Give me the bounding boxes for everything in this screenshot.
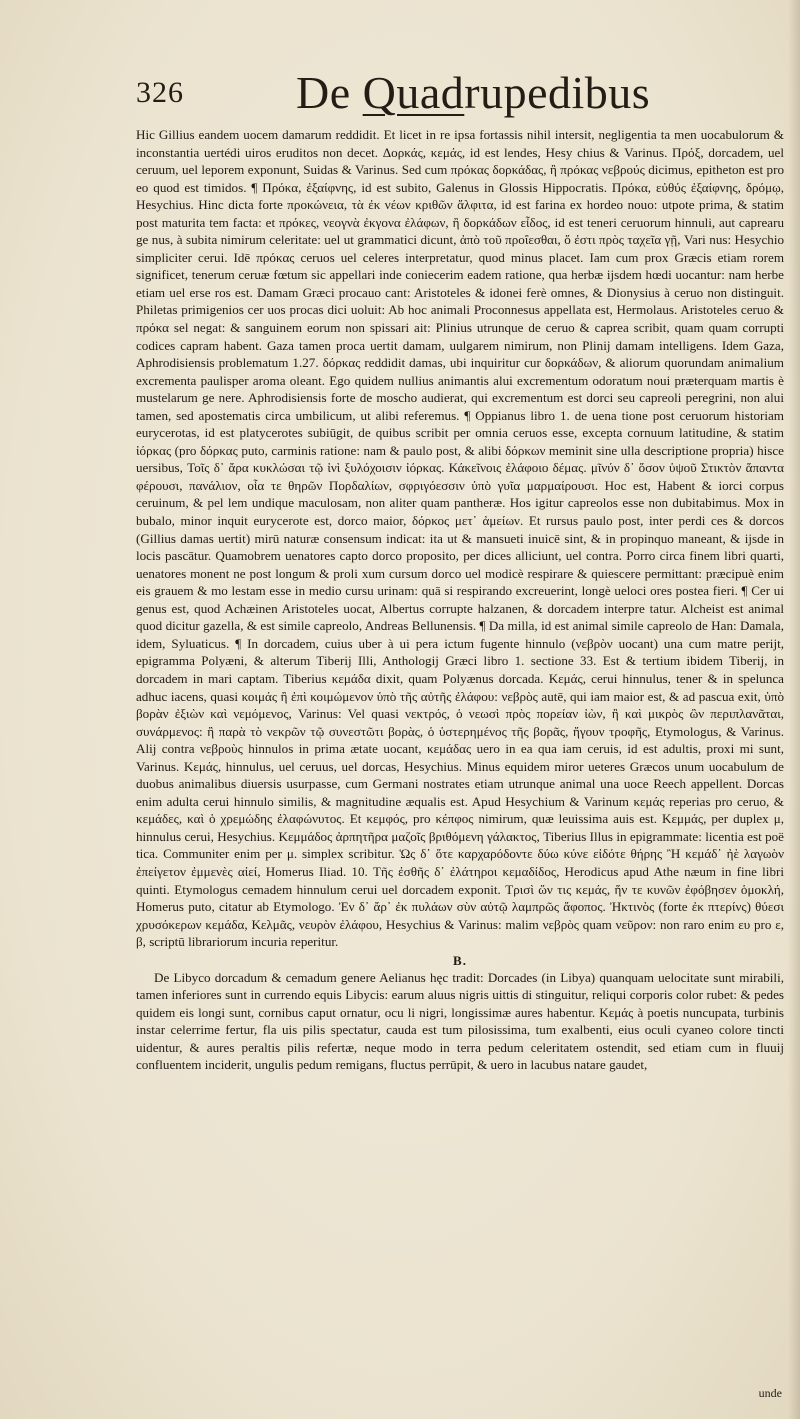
paragraph-cemas-dorcas: Hic Gillius eandem uocem damarum reddidit. Et licet in re ipsa fortassis nihil intersit, negligentia ta men uocabulorum & inconstantia uertédi uiros eruditos non decet. Δορκάς, κεμάς, id est lendes, Hesy chius & Varinus. Πρόξ, dorcadem, uel ceruum, uel leporem exponunt, Suidas & Varinus. Sed cum πρόκας δορκάδας, ἢ πρόκας νεβρούς dicimus, epitheton est pro eo quod est timidos. ¶ Πρόκα, ἐξαίφνης, id est subito, Galenus in Glossis Hippocratis. Πρόκα, εὐθύς ἐξαίφνης, δρόμῳ, Hesychius. Hinc dicta forte προκώνεια, τὰ ἐκ νέων κριθῶν ἄλφιτα, id est farina ex hordeo nouo: utpote prima, & statim post maturita tem facta: et πρόκες, νεογνὰ ἐκγονα ἐλάφων, ἢ δορκάδων εἶδος, id est teneri ceruorum hinnuli, aut caprearu ge nus, à subita nimirum celeritate: uel ut grammatici dicunt, ἀπὸ τοῦ προΐεσθαι, ὅ ἐστι πρὸς ταχεῖα γῇ, Vari nus: Hesychio simpliciter cerui. Idē πρόκας ceruos uel celeres interpretatur, quod minus placet. Iam cum prox Græcis etiam rorem significet, tenerum ceruæ fœtum sic appellari inde coniecerim eadem ratione, qua herbæ ijsdem hœdi uocantur: nam herbe etiam uel erse ros est. Damam Græci procauo cant: Aristoteles & idonei ferè omnes, & Dionysius à ceruo non distinguit. Philetas primigenios cer uos procas dici uoluit: Ab hoc animali Proconnesus appellata est, Hermolaus. Aristoteles ceruo & πρόκα sel negat: & sanguinem eorum non spissari ait: Plinius utrunque de ceruo & caprea scribit, quam quam corrupti codices capram habent. Gaza tamen proca uertit damam, uulgarem nimirum, non Plinij damam intelligens. Idem Gaza, Aphrodisiensis problematum 1.27. δόρκας reddidit damas, ubi inquiritur cur δορκάδων, & aliorum quorundam animalium excrementa paulisper aroma oleant. Ego quidem nullius animantis alui excrementum odoratum noui præterquam martis è mustelarum ge nere. Aphrodisiensis forte de moscho audierat, qui excrementum est dorci seu capreoli peregrini, non alui tamen, sed apostematis circa umbilicum, ut alibi referemus. ¶ Oppianus libro 1. de uena tione post ceruorum historiam eurycerotas, id est platycerotes subiūgit, de quibus scribit per omnia ceruos esse, excepta cornuum latitudine, & statim ἰόρκας (pro δόρκας puto, carminis ratione: nam & paulo post, & alibi δόρκων meminit sine ulla descriptione propria) hisce uersibus, Τοῖς δ᾽ ἄρα κυκλώσαι τῷ ἰνὶ ξυλόχοισιν ἰόρκας. Κάκεῖνοις ἐλάφοιο δέμας. μῖνύν δ᾽ ὅσον ὑψοῦ Στικτὸν ἅπαντα φέρουσι, πανάλιον, οἷα τε θηρῶν Πορδαλίων, σφριγόεσσιν ὑπὸ γυῖα μαρμαίρουσι. Hoc est, Habent & iorci corpus ceruinum, & pel lem undique maculosam, non aliter quam pantheræ. Hos igitur capreolos esse non dubitabimus. Mox in bubalo, minor inquit eurycerote est, dorco maior, δόρκος μετ᾽ ἀμείων. Et rursus paulo post, inter perdi ces & dorcos (Gillius damas uertit) mirū naturæ consensum indicat: ita ut & mansueti inuicē sint, & in propinquo maneant, & ijsde in locis pascātur. Quamobrem uenatores capto dorco proposito, per dices alliciunt, uel contra. Porro circa finem libri quarti, uenatores monent ne post longum & proli xum cursum dorco uel modicè respirare & quiescere permittant: præcipuè enim eis grauem & mo lestam esse in medio cursu urinam: quā si respirando excreuerint, longè ueloci ores postea fieri. ¶ Cer ui genus est, quod Achæinen Aristoteles uocat, Albertus corrupte halzanen, & dorcadem interpre tatur. Alcheist est animal quod dicitur gazella, & est simile capreolo, Andreas Bellunensis. ¶ Da milla, id est animal simile capreolo de Han: Damala, idem, Syluaticus. ¶ In dorcadem, cuius uber à ui pera ictum fugente hinnulo (νεβρὸν uocant) una cum matre perijt, epigramma Polyæni, & alterum Tiberij Illi, Anthologij Græci libro 1. sectione 33. Est & tertium ibidem Tiberij, in dorcadem in mari captam. Tiberius κεμάδα dixit, quam Polyænus dorcada. Κεμάς, cerui hinnulus, tener & in spelunca adhuc iacens, quasi κοιμάς ἢ ἐπὶ κοιμώμενον ὑπὸ τῆς αὐτῆς ἐλάφου: νεβρὸς autē, qui iam maior est, & ad pascua exit, ὑπὸ βορὰν ἐξιὼν καὶ νεμόμενος, Varinus: Vel quasi νεκτρός, ὁ νεωσὶ πρὸς πορείαν ἰὼν, ἢ καὶ μικρὸς ὢν περιπλανᾶται, συνάρμενος: ἢ παρὰ τὸ νεκρῶν τῷ συνεστῶτι βορὰς, ὁ ὑστερημένος τῆς βορᾶς, ἤγουν τροφῆς, Etymologus, & Varinus. Alij contra νεβροὺς hinnulos in prima ætate uocant, κεμάδας uero in ea qua iam ceruis, id est adultis, proxi mi sunt, Varinus. Κεμάς, hinnulus, uel ceruus, uel dorcas, Hesychius. Minus equidem miror ueteres Græcos unum uocabulum de duobus animalibus diuersis usurpasse, cum Germani nostrates etiam utrunque animal una uoce Reech appellent. Dorcas enim adulta cerui hinnulo similis, & magnitudine æqualis est. Apud Hesychium & Varinum κεμάς reperias pro ceruo, & κεμάδες, καὶ ὁ χρεμώδης ἐλαφώνυτος. Et κεμφός, pro κέπφος nimirum, quæ leuissima auis est. Κεμμάς, per duplex μ, hinnulus cerui, Hesychius. Κεμμάδος ἀρπητῆρα μαζοῖς βριθόμενη γάλακτος, Tiberius Illus in epigrammate: licentia est poë tica. Communiter enim per μ. simplex scribitur. Ὡς δ᾽ ὅτε καρχαρόδοντε δύω κύνε εἰδότε θήρης Ἢ κεμάδ᾽ ἠὲ λαγωὸν ἐπείγετον ἐμμενὲς αἰεί, Homerus Iliad. 10. Τῆς ἐσθῆς δ᾽ ἐλάτηροι κεμαδίδος, Herodicus apud Athe næum in fine libri quinti. Etymologus cemadem hinnulum cerui uel dorcadem exponit. Τρισὶ ὥν τις κεμάς, ἥν τε κυνῶν ἐφόβησεν ὁμοκλή, Homerus puto, citatur ab Etymologo. Ἐν δ᾽ ἄρ᾽ ἐκ πυλάων σὺν αὐτῷ λαμπρῶς ἄφοπος. Ἠκτινὸς (forte ἐκ πτερίνς) θύεσι χρυσόκερων κεμάδα, Κελμᾶς, νευρὸν ἐλάφου, Hesychius & Varinus: malim νεβρὸς quam νεῦρον: non raro enim ευ pro ε, β, scriptū librariorum incuria reperitur. [136, 127, 784, 950]
page-header [136, 66, 776, 118]
running-title-underlined: Quad [362, 67, 465, 118]
text-body [136, 126, 784, 1396]
page-edge-shadow [788, 0, 800, 1419]
section-letter: B. [453, 952, 467, 968]
page-number: 326 [136, 76, 184, 109]
running-title-prefix: De [296, 67, 363, 118]
running-title-rest: rupedibus [464, 67, 651, 118]
catchword: unde [758, 1386, 782, 1400]
paragraph-libyan-dorcades: De Libyco dorcadum & cemadum genere Aelianus hęc tradit: Dorcades (in Libya) quanquam uelocitate sunt mirabili, tamen inferiores sunt in currendo equis Libycis: earum aluus nigris uittis di stinguitur, reliqui corporis color rubet: & pedes quidem eis longi sunt, cornibus caput ornatur, ocu li nigri, longissimæ aures habentur. Κεμάς à poetis nuncupata, turbinis instar celerrime fertur, fla uis pilis spectatur, cauda est tum pilosissima, tum exalbenti, eius oculi cyaneo colore tincti uidentur, & aures peraltis pilis refertæ, neque modo in terra pedum celeritatem ostendit, sed etiam cum in fluuij confluentem inciderit, ungulis pedum remigans, fluctus perrūpit, & uero in lacubus natare gaudet, [136, 969, 784, 1073]
running-title [296, 66, 650, 119]
